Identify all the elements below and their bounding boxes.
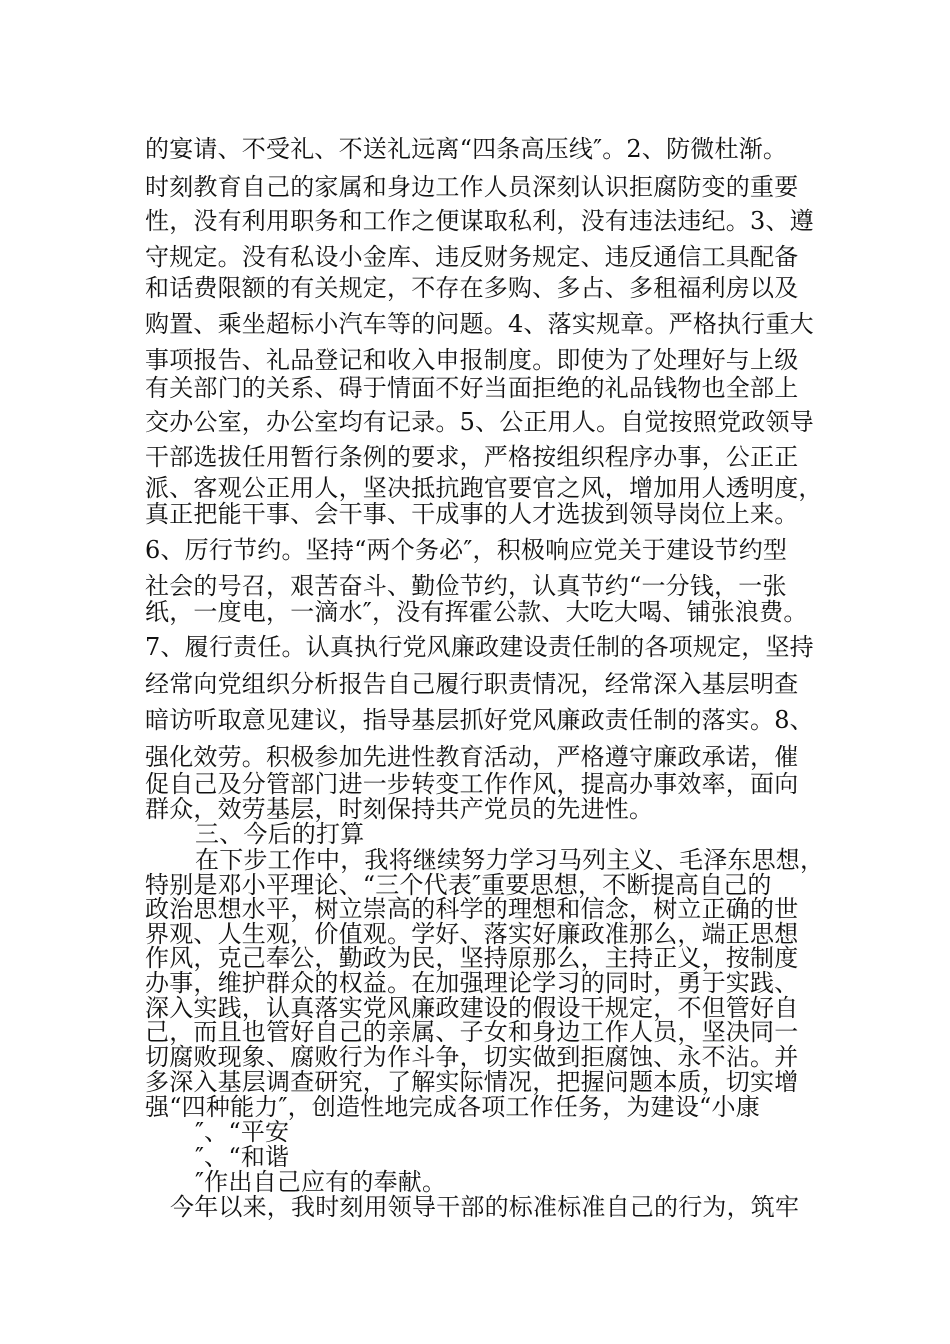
text-line: 办事，维护群众的权益。在加强理论学习的同时，勇于实践、: [145, 969, 799, 997]
text-line: 购置、乘坐超标小汽车等的问题。4、落实规章。严格执行重大: [145, 310, 814, 338]
text-line: 强“四种能力″，创造性地完成各项工作任务，为建设“小康: [145, 1093, 760, 1121]
text-line: 纸，一度电，一滴水″，没有挥霍公款、大吃大喝、铺张浪费。: [145, 598, 808, 626]
text-line: 在下步工作中，我将继续努力学习马列主义、毛泽东思想，: [195, 846, 825, 874]
text-line: 促自己及分管部门进一步转变工作作风，提高办事效率，面向: [145, 770, 799, 798]
text-line: ″、“平安: [195, 1118, 290, 1146]
text-line: 社会的号召，艰苦奋斗、勤俭节约，认真节约“一分钱，一张: [145, 572, 787, 600]
text-line: 政治思想水平，树立崇高的科学的理想和信念，树立正确的世: [145, 895, 799, 923]
text-line: 深入实践，认真落实党风廉政建设的假设干规定，不但管好自: [145, 994, 799, 1022]
text-line: 6、厉行节约。坚持“两个务必″，积极响应党关于建设节约型: [145, 536, 788, 564]
text-line: 时刻教育自己的家属和身边工作人员深刻认识拒腐防变的重要: [145, 173, 799, 201]
text-line: 真正把能干事、会干事、干成事的人才选拔到领导岗位上来。: [145, 500, 799, 528]
text-line: 暗访听取意见建议，指导基层抓好党风廉政责任制的落实。8、: [145, 706, 814, 734]
text-line: 守规定。没有私设小金库、违反财务规定、违反通信工具配备: [145, 243, 799, 271]
text-line: 交办公室，办公室均有记录。5、公正用人。自觉按照党政领导: [145, 408, 814, 436]
text-line: 今年以来，我时刻用领导干部的标准标准自己的行为，筑牢: [170, 1193, 800, 1221]
text-line: 性，没有利用职务和工作之便谋取私利，没有违法违纪。3、遵: [145, 207, 814, 235]
text-line: 和话费限额的有关规定，不存在多购、多占、多租福利房以及: [145, 274, 799, 302]
text-line: 事项报告、礼品登记和收入申报制度。即使为了处理好与上级: [145, 346, 799, 374]
text-line: 作风，克己奉公，勤政为民，坚持原那么，主持正义，按制度: [145, 944, 799, 972]
text-line: 切腐败现象、腐败行为作斗争，切实做到拒腐蚀、永不沾。并: [145, 1043, 799, 1071]
text-line: 经常向党组织分析报告自己履行职责情况，经常深入基层明查: [145, 670, 799, 698]
text-line: 强化效劳。积极参加先进性教育活动，严格遵守廉政承诺，催: [145, 743, 799, 771]
text-line: 干部选拔任用暂行条例的要求，严格按组织程序办事，公正正: [145, 443, 799, 471]
text-line: 群众，效劳基层，时刻保持共产党员的先进性。: [145, 795, 654, 823]
text-line: 派、客观公正用人，坚决抵抗跑官要官之风，增加用人透明度，: [145, 474, 823, 502]
text-line: ″作出自己应有的奉献。: [195, 1168, 447, 1196]
text-line: 7、履行责任。认真执行党风廉政建设责任制的各项规定，坚持: [145, 633, 814, 661]
text-line: 己，而且也管好自己的亲属、子女和身边工作人员，坚决同一: [145, 1018, 799, 1046]
text-line: ″、“和谐: [195, 1143, 290, 1171]
section-heading: 三、今后的打算: [195, 820, 365, 848]
text-line: 有关部门的关系、碍于情面不好当面拒绝的礼品钱物也全部上: [145, 374, 799, 402]
text-line: 界观、人生观，价值观。学好、落实好廉政准那么，端正思想: [145, 920, 799, 948]
text-line: 多深入基层调查研究，了解实际情况，把握问题本质，切实增: [145, 1068, 799, 1096]
text-line: 的宴请、不受礼、不送礼远离“四条高压线″。2、防微杜渐。: [145, 135, 788, 163]
text-line: 特别是邓小平理论、“三个代表″重要思想，不断提高自己的: [145, 871, 772, 899]
